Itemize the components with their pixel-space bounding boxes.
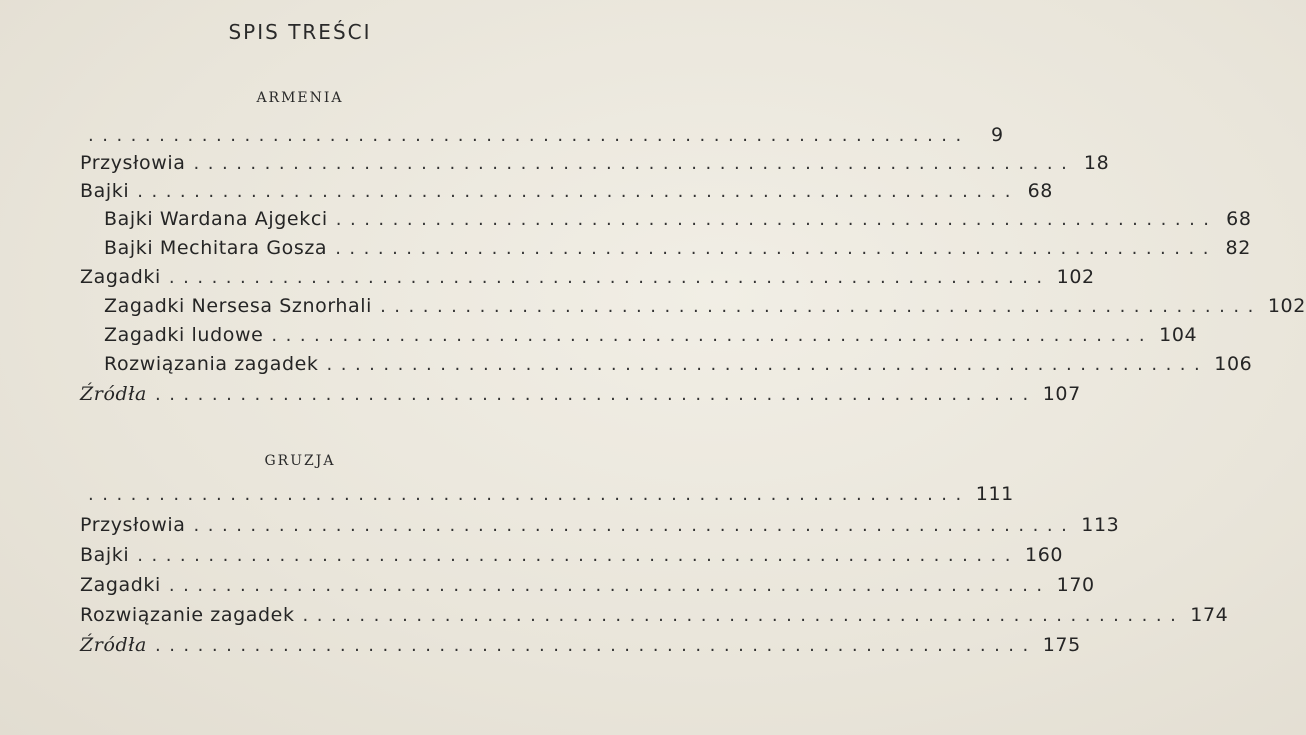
toc-entry-label: Zagadki ludowe	[104, 324, 264, 346]
toc-entry	[80, 124, 1004, 150]
toc-entry	[80, 483, 1014, 509]
dot-leader: ..............................................................	[193, 515, 1076, 536]
dot-leader: ..............................................................	[271, 325, 1154, 346]
toc-entry	[80, 574, 1095, 600]
toc-entry-page: 18	[1083, 152, 1110, 174]
dot-leader: ..............................................................	[193, 153, 1076, 174]
dot-leader: ..............................................................	[137, 545, 1019, 566]
section-heading-armenia: ARMENIA	[256, 90, 344, 106]
toc-subentry	[104, 237, 1251, 263]
toc-entry-label: Przysłowia	[80, 514, 186, 536]
toc-entry-page: 170	[1056, 574, 1095, 596]
toc-entry-label: Bajki Wardana Ajgekci	[104, 208, 328, 230]
toc-entry-label: Bajki Mechitara Gosza	[104, 237, 328, 259]
dot-leader: ..............................................................	[326, 354, 1209, 375]
toc-entry-page: 9	[991, 124, 1004, 146]
toc-entry-page: 160	[1025, 544, 1064, 566]
toc-entry	[80, 544, 1064, 570]
dot-leader: ..............................................................	[88, 484, 970, 505]
toc-entry	[80, 383, 1081, 409]
toc-entry	[80, 180, 1053, 206]
dot-leader: ..............................................................	[335, 238, 1217, 259]
toc-entry	[80, 634, 1081, 660]
dot-leader: ..............................................................	[137, 181, 1019, 202]
toc-subentry	[104, 324, 1198, 350]
toc-entry-page: 111	[975, 483, 1014, 505]
toc-entry	[80, 266, 1095, 292]
dot-leader: ..............................................................	[154, 635, 1037, 656]
dot-leader: ..............................................................	[380, 296, 1262, 317]
dot-leader: ..............................................................	[168, 267, 1051, 288]
toc-entry-label: Źródła	[80, 383, 147, 405]
toc-entry-page: 104	[1159, 324, 1198, 346]
toc-entry-page: 113	[1081, 514, 1120, 536]
toc-entry-label: Rozwiązania zagadek	[104, 353, 319, 375]
dot-leader: ..............................................................	[154, 384, 1037, 405]
toc-entry-page: 107	[1042, 383, 1081, 405]
toc-entry-page: 68	[1027, 180, 1053, 202]
toc-entry-page: 102	[1056, 266, 1095, 288]
toc-entry-page: 106	[1214, 353, 1253, 375]
toc-entry-label: Źródła	[80, 634, 147, 656]
toc-entry-label: Bajki	[80, 544, 130, 566]
toc-entry-page: 175	[1042, 634, 1081, 656]
toc-entry-page: 174	[1190, 604, 1229, 626]
dot-leader: ..............................................................	[168, 575, 1051, 596]
toc-entry	[80, 514, 1120, 540]
dot-leader: ..............................................................	[88, 125, 970, 146]
toc-entry-page: 102	[1267, 295, 1306, 317]
toc-entry	[80, 604, 1229, 630]
toc-subentry	[104, 353, 1253, 379]
toc-entry-label: Zagadki	[80, 266, 161, 288]
toc-subentry	[104, 295, 1306, 321]
dot-leader: ..............................................................	[335, 209, 1218, 230]
toc-entry-label: Zagadki	[80, 574, 161, 596]
toc-entry	[80, 152, 1110, 178]
toc-entry-label: Rozwiązanie zagadek	[80, 604, 295, 626]
page-title: SPIS TREŚCI	[228, 20, 372, 44]
toc-entry-label: Bajki	[80, 180, 130, 202]
toc-entry-page: 68	[1226, 208, 1252, 230]
section-heading-gruzja: GRUZJA	[264, 453, 336, 469]
toc-entry-label: Zagadki Nersesa Sznorhali	[104, 295, 373, 317]
toc-entry-label: Przysłowia	[80, 152, 186, 174]
toc-subentry	[104, 208, 1252, 234]
toc-entry-page: 82	[1225, 237, 1251, 259]
dot-leader: ..............................................................	[302, 605, 1185, 626]
